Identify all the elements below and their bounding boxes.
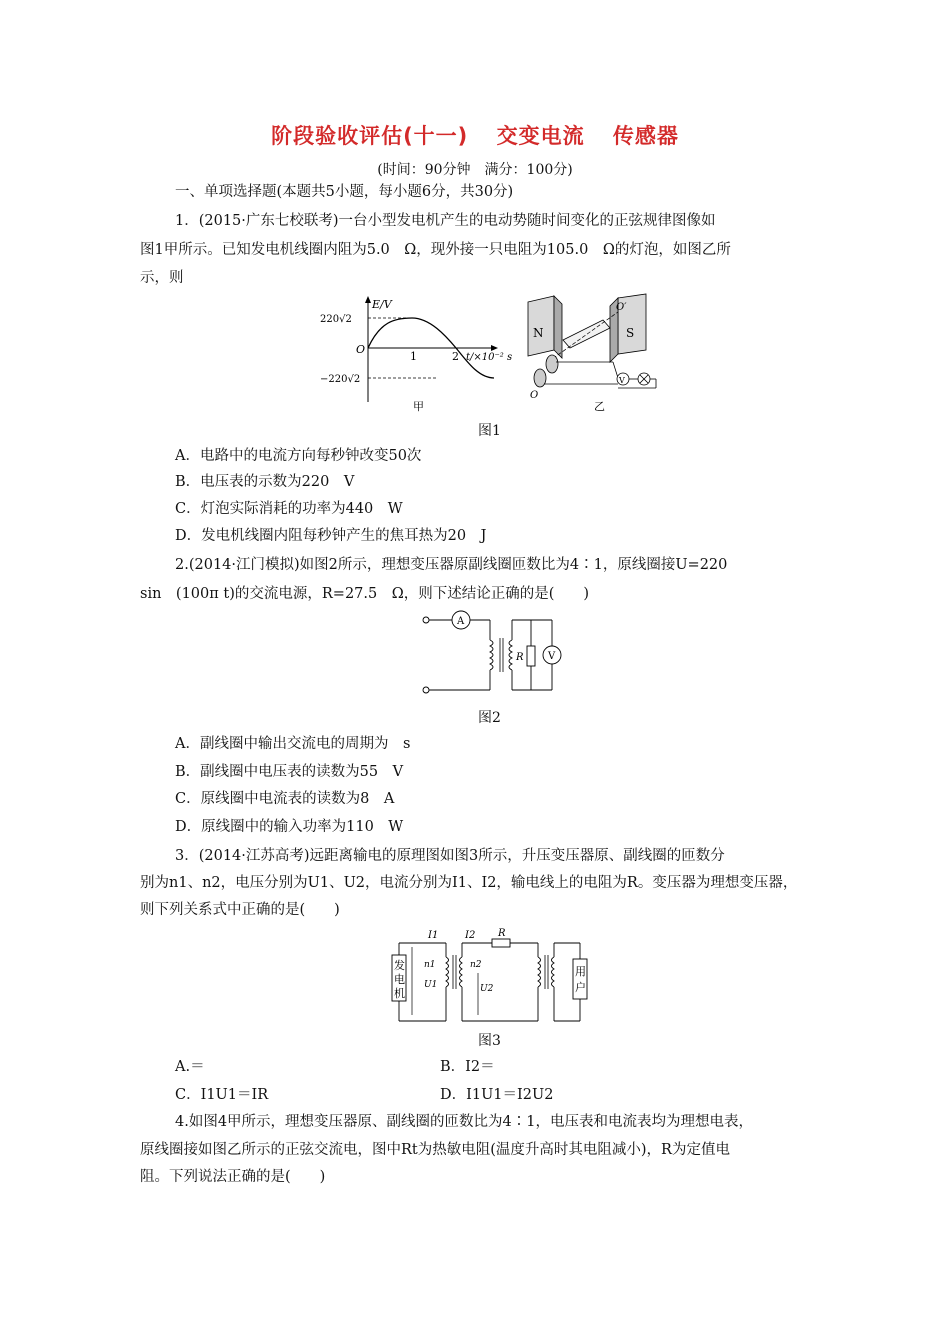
- q2-option-d[interactable]: D．原线圈中的输入功率为110 W: [175, 819, 404, 835]
- figure-3-power-transmission: [390, 925, 590, 1025]
- magnet-n-label: N: [533, 326, 544, 340]
- graph-y-max: 220√2: [320, 314, 352, 325]
- current-i2-label: I2: [465, 930, 476, 941]
- axis-o-prime-label: O′: [616, 302, 627, 313]
- q2-option-b[interactable]: B．副线圈中电压表的读数为55 V: [175, 764, 404, 780]
- generator-char-3: 机: [394, 987, 405, 1000]
- q3-option-a[interactable]: A.＝: [175, 1059, 205, 1075]
- generator-char-2: 电: [394, 973, 405, 986]
- figure-2-transformer-circuit: [418, 610, 578, 698]
- axis-o-label: O: [530, 390, 539, 401]
- q3-line-1: 3．(2014·江苏高考)远距离输电的原理图如图3所示，升压变压器原、副线圈的匝数分: [175, 848, 725, 864]
- q3-option-d[interactable]: D．I1U1＝I2U2: [440, 1087, 554, 1103]
- figure-3-caption: 图3: [478, 1033, 501, 1049]
- figure-1: [318, 292, 668, 412]
- q2-line-2: sin (100π t)的交流电源，R=27.5 Ω，则下述结论正确的是( ): [140, 586, 590, 602]
- q1-option-c[interactable]: C．灯泡实际消耗的功率为440 W: [175, 501, 403, 517]
- line-resistor-label: R: [498, 928, 506, 939]
- magnet-s-label: S: [626, 326, 635, 340]
- q1-line-1: 1．(2015·广东七校联考)一台小型发电机产生的电动势随时间变化的正弦规律图像如: [175, 213, 716, 229]
- resistor-label: R: [516, 652, 524, 663]
- ammeter-label: A: [457, 616, 465, 627]
- user-char-2: 户: [575, 981, 586, 994]
- q2-option-c[interactable]: C．原线圈中电流表的读数为8 A: [175, 791, 395, 807]
- q4-line-1: 4.如图4甲所示，理想变压器原、副线圈的匝数比为4∶1，电压表和电流表均为理想电表，: [175, 1114, 754, 1130]
- q1-line-3: 示，则: [140, 270, 184, 286]
- figure-1-yi-label: 乙: [594, 400, 605, 412]
- page-title: [0, 120, 950, 150]
- graph-y-label: E/V: [372, 298, 392, 311]
- title-part-3: 传感器: [612, 124, 679, 148]
- figure-1-caption: 图1: [478, 423, 501, 439]
- q3-line-3: 则下列关系式中正确的是( ): [140, 902, 340, 918]
- title-part-1: 阶段验收评估(十一): [271, 124, 469, 148]
- turns-n2-label: n2: [470, 960, 482, 970]
- voltmeter-label: V: [619, 376, 625, 385]
- voltage-u1-label: U1: [424, 980, 438, 990]
- figure-1-jia-label: 甲: [413, 400, 424, 412]
- graph-tick-1: 1: [410, 350, 417, 363]
- q4-line-2: 原线圈接如图乙所示的正弦交流电，图中Rt为热敏电阻(温度升高时其电阻减小)，R为定值电: [140, 1142, 730, 1158]
- user-char-1: 用: [575, 965, 586, 978]
- graph-tick-2: 2: [452, 350, 459, 363]
- current-i1-label: I1: [428, 930, 439, 941]
- q1-option-a[interactable]: A．电路中的电流方向每秒钟改变50次: [175, 448, 422, 464]
- q2-option-a[interactable]: A．副线圈中输出交流电的周期为 s: [175, 736, 411, 752]
- q1-option-d[interactable]: D．发电机线圈内阻每秒钟产生的焦耳热为20 J: [175, 528, 487, 544]
- section-heading: 一、单项选择题(本题共5小题，每小题6分，共30分): [175, 184, 514, 200]
- emf-sine-graph: [320, 296, 512, 412]
- graph-origin: O: [356, 343, 366, 356]
- q1-line-2: 图1甲所示。已知发电机线圈内阻为5.0 Ω，现外接一只电阻为105.0 Ω的灯泡，如图乙所: [140, 242, 731, 258]
- q2-line-1: 2.(2014·江门模拟)如图2所示，理想变压器原副线圈匝数比为4∶1，原线圈接U=220: [175, 557, 728, 573]
- turns-n1-label: n1: [424, 960, 436, 970]
- q3-line-2: 别为n1、n2，电压分别为U1、U2，电流分别为I1、I2，输电线上的电阻为R。变压器为理想变压器，: [140, 875, 798, 891]
- q3-option-c[interactable]: C．I1U1＝IR: [175, 1087, 269, 1103]
- q3-option-b[interactable]: B．I2＝: [440, 1059, 495, 1075]
- title-part-2: 交变电流: [496, 124, 585, 148]
- voltage-u2-label: U2: [480, 984, 494, 994]
- graph-y-min: −220√2: [320, 374, 361, 385]
- exam-time-score: (时间：90分钟 满分：100分): [377, 162, 573, 178]
- generator-illustration: [528, 294, 656, 412]
- generator-char-1: 发: [394, 959, 405, 972]
- figure-2-caption: 图2: [478, 710, 501, 726]
- q1-option-b[interactable]: B．电压表的示数为220 V: [175, 474, 355, 490]
- voltmeter-label: V: [548, 651, 556, 662]
- graph-x-label: t/×10⁻² s: [466, 352, 513, 363]
- q4-line-3: 阻。下列说法正确的是( ): [140, 1169, 326, 1185]
